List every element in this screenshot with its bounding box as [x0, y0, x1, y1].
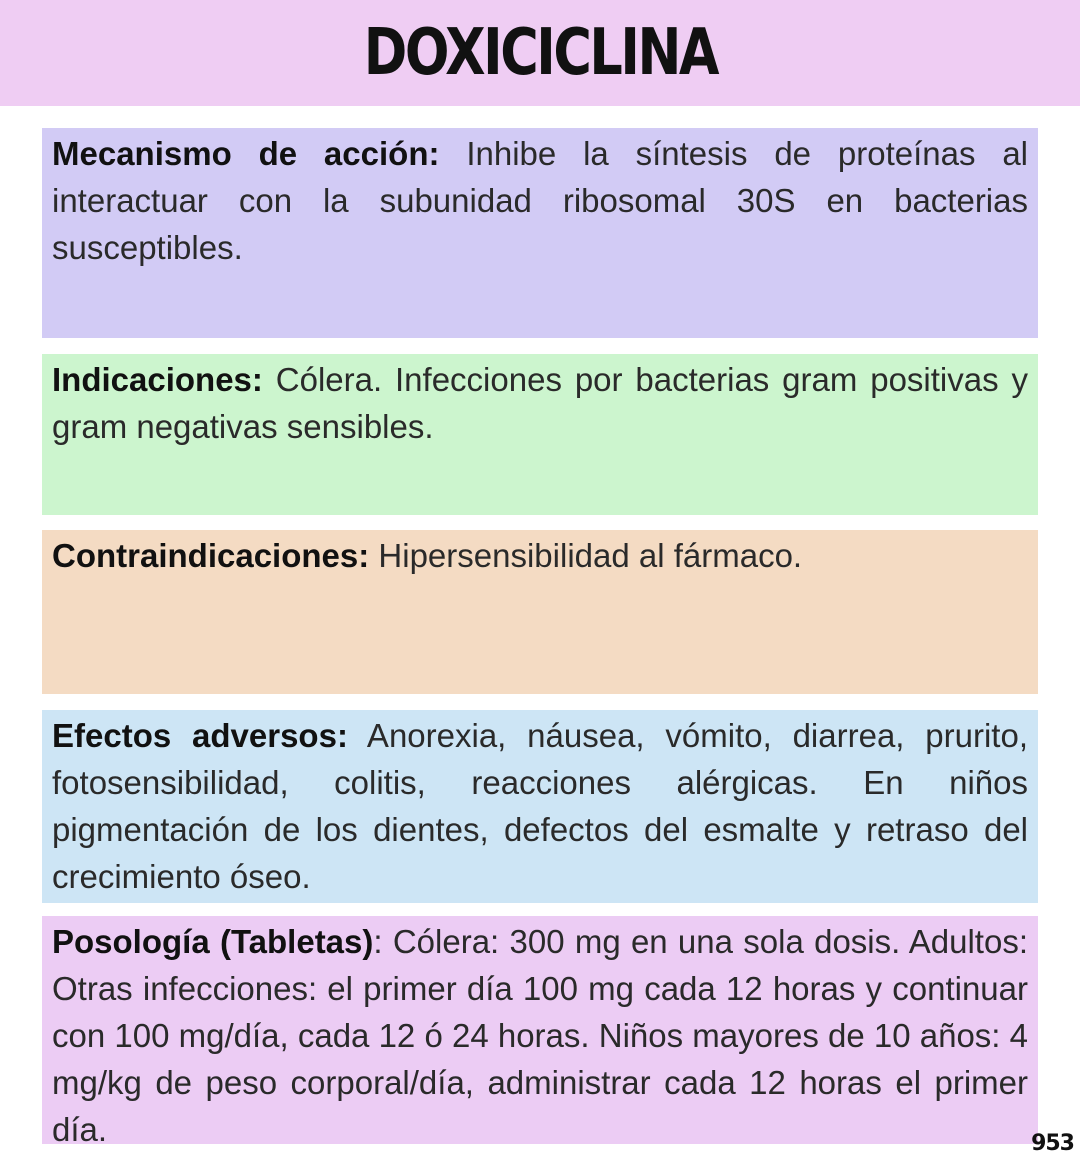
adverse-effects-text: Anorexia, náusea, vómito, diarrea, prurito, fotosensibilidad, colitis, reacciones alérgicas. En niños pigmentación de los dientes, defectos del esmalte y retraso del crecimiento óseo. — [52, 717, 1028, 895]
indications-section — [42, 354, 1038, 515]
dosage-label: Posología (Tabletas) — [52, 923, 374, 960]
mechanism-label: Mecanismo de acción: — [52, 135, 440, 172]
page-title: DOXICICLINA — [363, 16, 717, 90]
indications-label: Indicaciones: — [52, 361, 263, 398]
contraindications-text: Hipersensibilidad al fármaco. — [369, 537, 803, 574]
indications-text: Cólera. Infecciones por bacterias gram positivas y gram negativas sensibles. — [52, 361, 1028, 445]
mechanism-section — [42, 128, 1038, 338]
adverse-effects-label: Efectos adversos: — [52, 717, 348, 754]
adverse-effects-section — [42, 710, 1038, 903]
contraindications-label: Contraindicaciones: — [52, 537, 370, 574]
page-number: 953 — [1031, 1131, 1074, 1156]
contraindications-section — [42, 530, 1038, 694]
mechanism-text: Inhibe la síntesis de proteínas al interactuar con la subunidad ribosomal 30S en bacterias susceptibles. — [52, 135, 1028, 266]
dosage-text: : Cólera: 300 mg en una sola dosis. Adultos: Otras infecciones: el primer día 100 mg cada 12 horas y continuar con 100 mg/día, cada 12 ó 24 horas. Niños mayores de 10 años: 4 mg/kg de peso corporal/día, administrar cada 12 horas el primer día. — [52, 923, 1028, 1148]
title-bar — [0, 0, 1080, 106]
dosage-section — [42, 916, 1038, 1148]
